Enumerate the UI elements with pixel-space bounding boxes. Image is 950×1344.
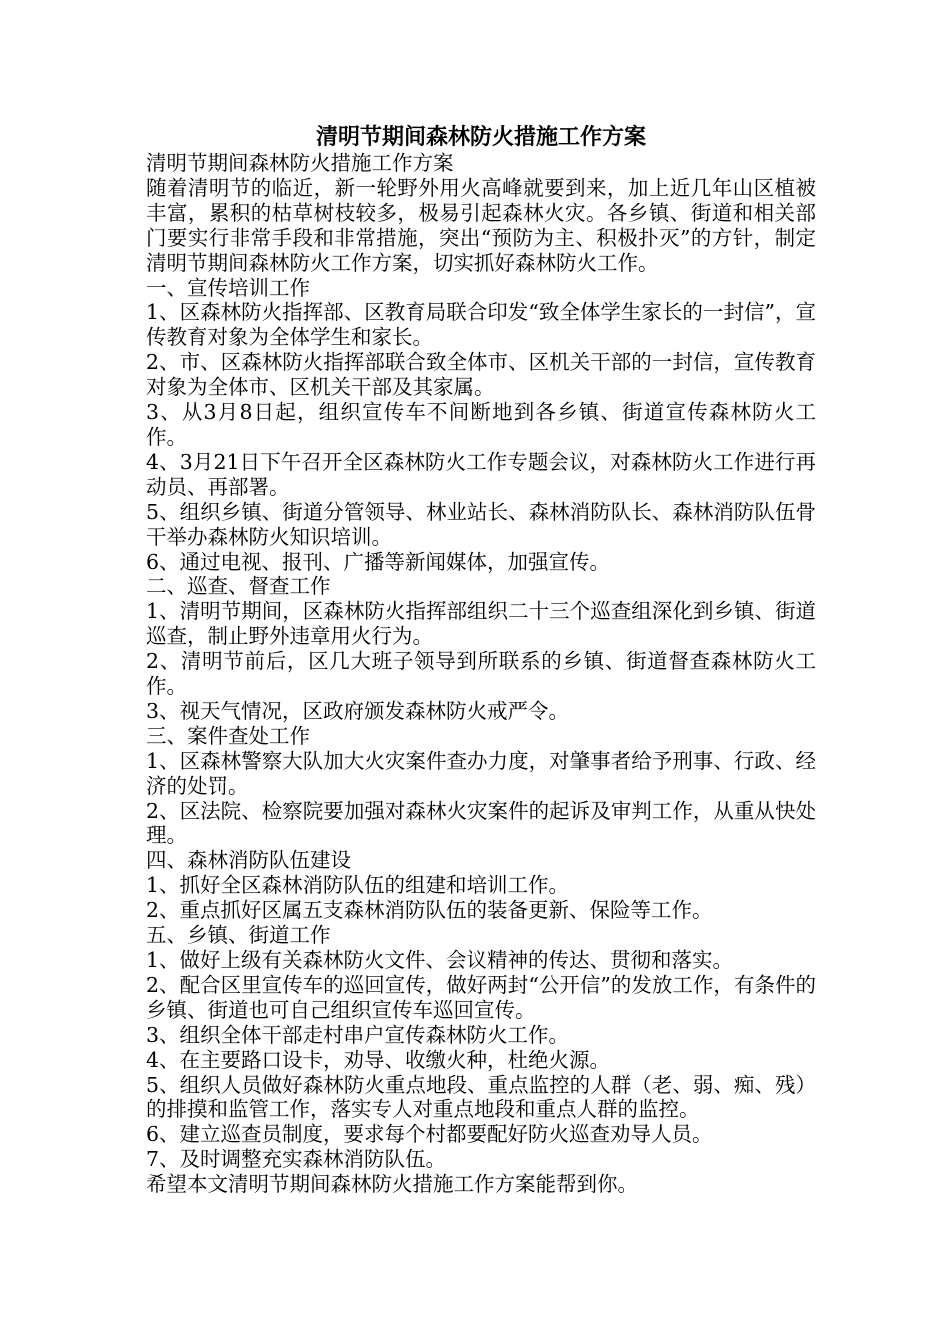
body-paragraph: 4、3月21日下午召开全区森林防火工作专题会议，对森林防火工作进行再动员、再部署。 (146, 449, 816, 499)
section-heading: 三、案件查处工作 (146, 723, 310, 748)
body-paragraph: 6、建立巡查员制度，要求每个村都要配好防火巡查劝导人员。 (146, 1122, 713, 1147)
closing-paragraph: 希望本文清明节期间森林防火措施工作方案能帮到你。 (146, 1172, 638, 1197)
body-paragraph: 6、通过电视、报刊、广播等新闻媒体，加强宣传。 (146, 549, 611, 574)
document-page (146, 124, 816, 1197)
body-paragraph: 清明节期间森林防火措施工作方案 (146, 151, 454, 175)
body-paragraph: 3、从3月8日起，组织宣传车不间断地到各乡镇、街道宣传森林防火工作。 (146, 400, 816, 449)
body-paragraph: 5、组织人员做好森林防火重点地段、重点监控的人群（老、弱、痴、残）的排摸和监管工作，落实专人对重点地段和重点人群的监控。 (146, 1072, 816, 1122)
body-paragraph: 1、清明节期间，区森林防火指挥部组织二十三个巡查组深化到乡镇、街道巡查，制止野外违章用火行为。 (146, 599, 816, 649)
body-paragraph: 1、做好上级有关森林防火文件、会议精神的传达、贯彻和落实。 (146, 948, 734, 972)
body-paragraph: 3、视天气情况，区政府颁发森林防火戒严令。 (146, 698, 570, 723)
body-paragraph: 1、区森林防火指挥部、区教育局联合印发“致全体学生家长的一封信”，宣传教育对象为全体学生和家长。 (146, 300, 816, 350)
body-paragraph: 2、清明节前后，区几大班子领导到所联系的乡镇、街道督查森林防火工作。 (146, 649, 816, 699)
body-paragraph: 2、重点抓好区属五支森林消防队伍的装备更新、保险等工作。 (146, 898, 713, 923)
body-paragraph: 随着清明节的临近，新一轮野外用火高峰就要到来，加上近几年山区植被丰富，累积的枯草树枝较多，极易引起森林火灾。各乡镇、街道和相关部门要实行非常手段和非常措施，突出“预防为主、积极扑灭”的方针，制定清明节期间森林防火工作方案，切实抓好森林防火工作。 (146, 175, 816, 275)
body-paragraph: 2、配合区里宣传车的巡回宣传，做好两封“公开信”的发放工作，有条件的乡镇、街道也可自己组织宣传车巡回宣传。 (146, 972, 816, 1022)
body-paragraph: 2、区法院、检察院要加强对森林火灾案件的起诉及审判工作，从重从快处理。 (146, 798, 816, 848)
document-body (146, 151, 816, 1197)
body-paragraph: 2、市、区森林防火指挥部联合致全体市、区机关干部的一封信，宣传教育对象为全体市、区机关干部及其家属。 (146, 350, 816, 400)
body-paragraph: 3、组织全体干部走村串户宣传森林防火工作。 (146, 1022, 570, 1047)
section-heading: 四、森林消防队伍建设 (146, 848, 351, 873)
body-paragraph: 4、在主要路口设卡，劝导、收缴火种，杜绝火源。 (146, 1047, 611, 1072)
section-heading: 二、巡查、督查工作 (146, 574, 331, 599)
body-paragraph: 1、区森林警察大队加大火灾案件查办力度，对肇事者给予刑事、行政、经济的处罚。 (146, 748, 816, 798)
section-heading: 五、乡镇、街道工作 (146, 923, 331, 948)
body-paragraph: 5、组织乡镇、街道分管领导、林业站长、森林消防队长、森林消防队伍骨干举办森林防火知识培训。 (146, 499, 816, 549)
body-paragraph: 1、抓好全区森林消防队伍的组建和培训工作。 (146, 873, 570, 898)
document-title: 清明节期间森林防火措施工作方案 (315, 124, 646, 150)
section-heading: 一、宣传培训工作 (146, 275, 310, 300)
body-paragraph: 7、及时调整充实森林消防队伍。 (146, 1147, 447, 1172)
